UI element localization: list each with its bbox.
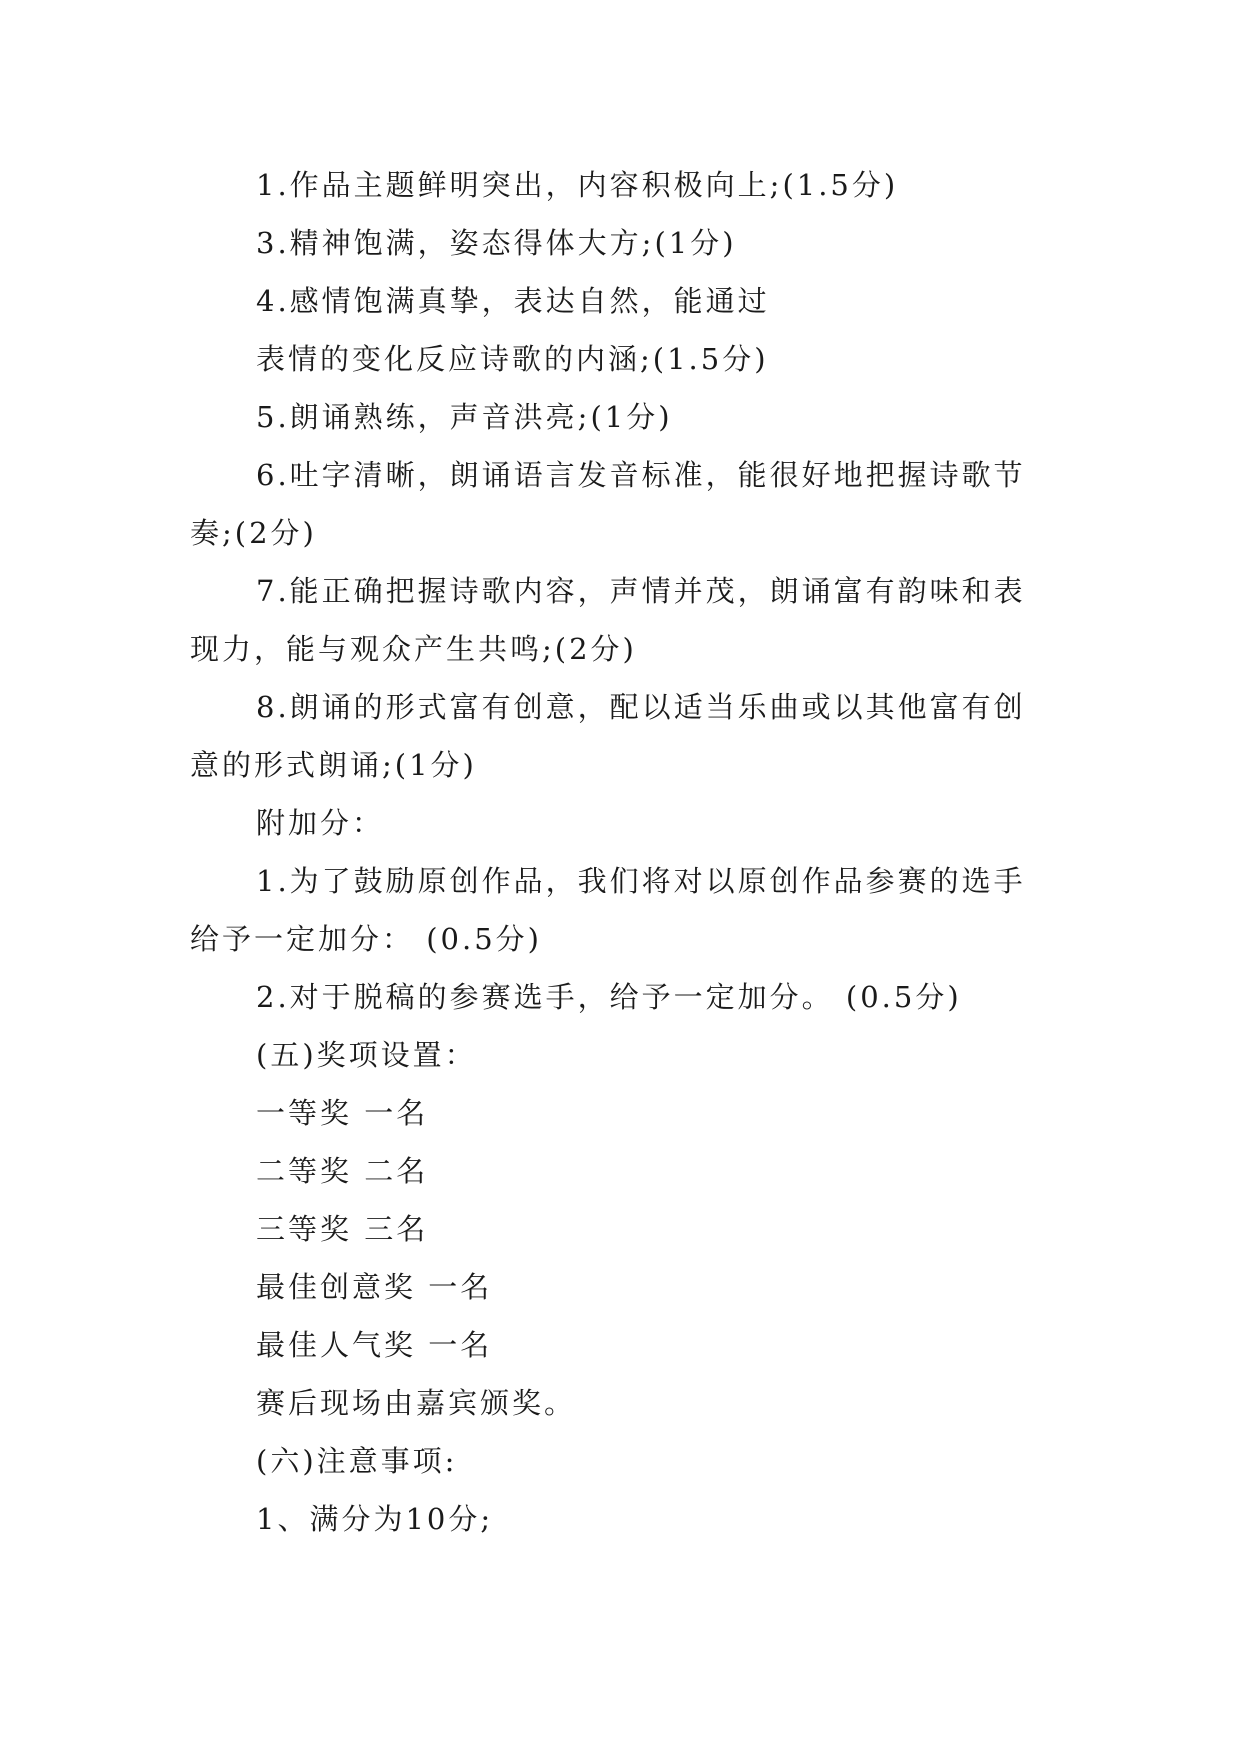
- award-most-popular: 最佳人气奖 一名: [256, 1328, 493, 1362]
- criterion-6-line: 6.吐字清晰，朗诵语言发音标准，能很好地把握诗歌节: [256, 458, 1026, 492]
- document-page: [190, 156, 1050, 1548]
- criterion-4-line: 4.感情饱满真挚，表达自然，能通过: [256, 284, 770, 318]
- criterion-7-continuation: 现力，能与观众产生共鸣;(2分): [190, 632, 637, 666]
- criterion-6-continuation: 奏;(2分): [190, 516, 317, 550]
- award-second-prize: 二等奖 二名: [256, 1154, 429, 1188]
- criterion-1-line: 1.作品主题鲜明突出，内容积极向上;(1.5分): [256, 168, 899, 202]
- criterion-8-line: 8.朗诵的形式富有创意，配以适当乐曲或以其他富有创: [256, 690, 1026, 724]
- criterion-3-line: 3.精神饱满，姿态得体大方;(1分): [256, 226, 737, 260]
- criterion-5-line: 5.朗诵熟练，声音洪亮;(1分): [256, 400, 673, 434]
- criterion-8-continuation: 意的形式朗诵;(1分): [190, 748, 477, 782]
- notes-heading: (六)注意事项:: [256, 1444, 458, 1478]
- award-ceremony-note: 赛后现场由嘉宾颁奖。: [256, 1386, 577, 1420]
- award-third-prize: 三等奖 三名: [256, 1212, 429, 1246]
- award-first-prize: 一等奖 一名: [256, 1096, 429, 1130]
- bonus-heading: 附加分：: [256, 806, 385, 840]
- bonus-1-continuation: 给予一定加分： (0.5分): [190, 922, 542, 956]
- bonus-2-line: 2.对于脱稿的参赛选手，给予一定加分。 (0.5分): [256, 980, 962, 1014]
- criterion-7-line: 7.能正确把握诗歌内容，声情并茂，朗诵富有韵味和表: [256, 574, 1026, 608]
- award-best-creativity: 最佳创意奖 一名: [256, 1270, 493, 1304]
- bonus-1-line: 1.为了鼓励原创作品，我们将对以原创作品参赛的选手: [256, 864, 1026, 898]
- note-1-line: 1、满分为10分;: [256, 1502, 494, 1536]
- awards-heading: (五)奖项设置：: [256, 1038, 477, 1072]
- criterion-4-continuation: 表情的变化反应诗歌的内涵;(1.5分): [256, 342, 769, 376]
